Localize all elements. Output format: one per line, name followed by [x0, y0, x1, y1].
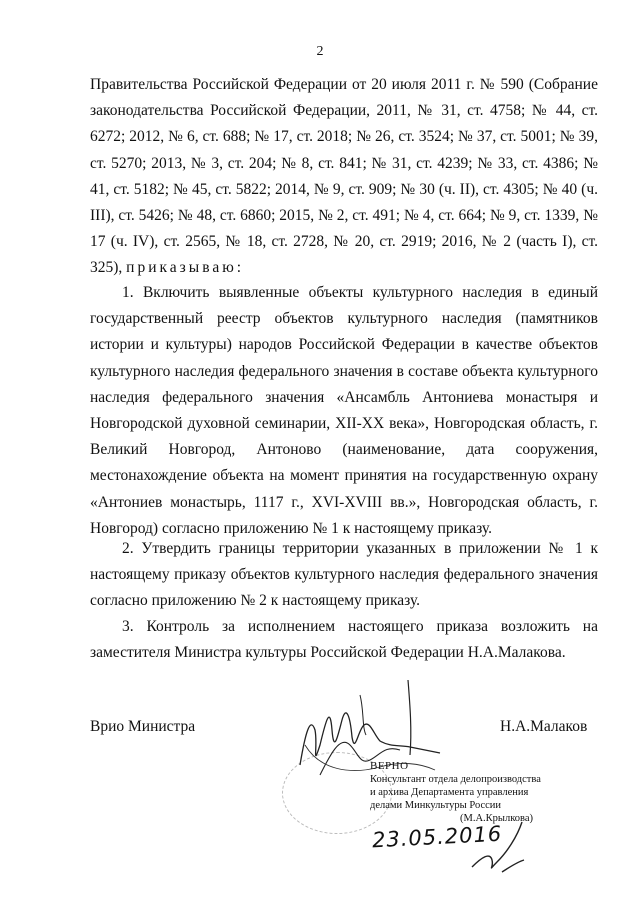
page-number: 2	[316, 44, 324, 59]
paragraph-3: 3. Контроль за исполнением настоящего приказа возложить на заместителя Министра культуры Российской Федерации Н.А.Малакова.	[90, 618, 598, 662]
certification-name: (М.А.Крылкова)	[460, 813, 534, 824]
certification-line-3: делами Минкультуры России	[370, 800, 502, 811]
certification-line-1: Консультант отдела делопроизводства	[370, 774, 541, 785]
intro-text: Правительства Российской Федерации от 20 июля 2011 г. № 590 (Собрание законодательства Российской Федерации, 2011, № 31, ст. 4758; № 44, ст. 6272; 2012, № 6, ст. 688; № 17, ст. 2018; № 26, ст. 3524; № 37, ст. 5001; № 39, ст. 5270; 2013, № 3, ст. 204; № 8, ст. 841; № 31, ст. 4239; № 33, ст. 4386; № 41, ст. 5182; № 45, ст. 5822; 2014, № 9, ст. 909; № 30 (ч. II), ст. 4305; № 40 (ч. III), ст. 5426; № 48, ст. 6860; 2015, № 2, ст. 491; № 4, ст. 664; № 9, ст. 1339, № 17 (ч. IV), ст. 2565, № 18, ст. 2728, № 20, ст. 2919; 2016, № 2 (часть I), ст. 325),	[90, 76, 598, 277]
order-word: приказываю:	[126, 259, 245, 277]
signatory-position: Врио Министра	[90, 718, 196, 735]
certification-date: 23.05.2016	[371, 821, 503, 853]
certifier-signature	[462, 812, 532, 882]
paragraph-2: 2. Утвердить границы территории указанных в приложении № 1 к настоящему приказу объектов культурного наследия федерального значения согласно приложению № 2 к настоящему приказу.	[90, 540, 598, 610]
certification-line-2: и архива Департамента управления	[370, 787, 529, 798]
certification-title: ВЕРНО	[370, 760, 409, 772]
paragraph-1: 1. Включить выявленные объекты культурного наследия в единый государственный реестр объектов культурного наследия (памятников истории и культуры) народов Российской Федерации в качестве объектов культурного наследия федерального значения в составе объекта культурного наследия федерального значения «Ансамбль Антониева монастыря и Новгородской духовной семинарии, XII-XX века», Новгородская область, г. Великий Новгород, Антоново (наименование, дата сооружения, местонахождение объекта на момент принятия на государственную охрану «Антониев монастырь, 1117 г., XVI-XVIII вв.», Новгородская область, г. Новгород) согласно приложению № 1 к настоящему приказу.	[90, 284, 598, 537]
signatory-name: Н.А.Малаков	[500, 718, 588, 735]
intro-paragraph	[90, 72, 598, 282]
